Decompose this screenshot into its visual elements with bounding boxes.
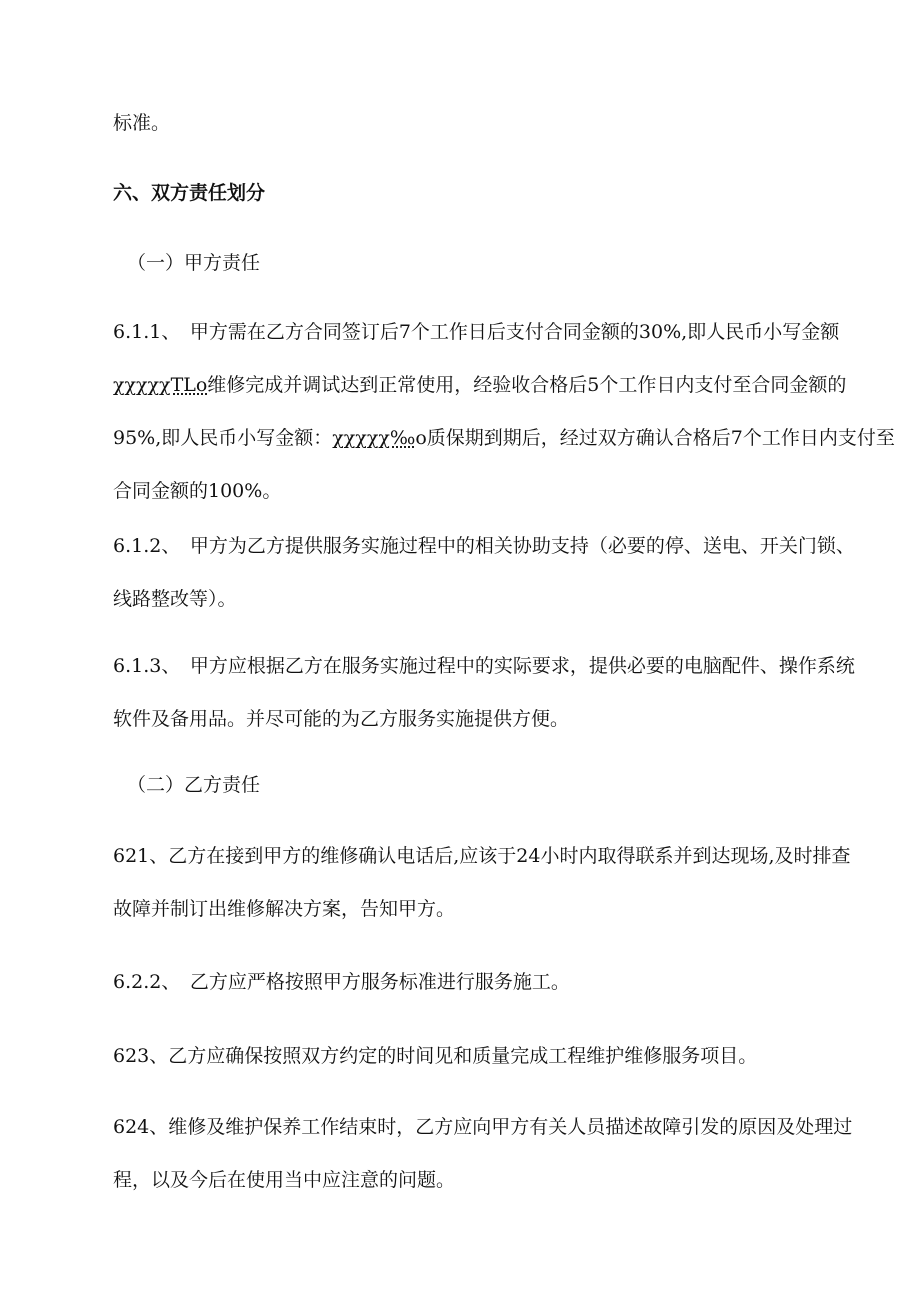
clause-6-2-4	[113, 1101, 888, 1207]
paragraph-line: 标准。	[113, 112, 171, 134]
clause-6-1-1	[113, 306, 895, 518]
clause-6-1-2	[113, 520, 888, 626]
clause-line-rest: 维修完成并调试达到正常使用，经验收合格后5个工作日内支付至合同金额的	[207, 374, 847, 396]
clause-line: 6.2.2、 乙方应严格按照甲方服务标准进行服务施工。	[113, 971, 570, 993]
clause-line: 623、乙方应确保按照双方约定的时间见和质量完成工程维护维修服务项目。	[113, 1045, 758, 1067]
clause-line: 故障并制订出维修解决方案，告知甲方。	[113, 898, 456, 920]
clause-6-2-3	[113, 1030, 888, 1083]
clause-line: 程，以及今后在使用当中应注意的问题。	[113, 1169, 456, 1191]
clause-line: 线路整改等）。	[113, 588, 237, 610]
amount-placeholder: χχχχχTLo	[113, 374, 208, 396]
clause-line: 621、乙方在接到甲方的维修确认电话后,应该于24小时内取得联系并到达现场,及时排查	[113, 845, 851, 867]
clause-line: 软件及备用品。并尽可能的为乙方服务实施提供方便。	[113, 708, 570, 730]
clause-line	[113, 359, 888, 412]
party-a-heading-text: （一）甲方责任	[127, 252, 261, 274]
clause-line: 6.1.2、 甲方为乙方提供服务实施过程中的相关协助支持（必要的停、送电、开关门锁、	[113, 535, 855, 557]
section-title	[113, 167, 888, 220]
party-b-heading	[127, 759, 902, 812]
clause-line	[113, 412, 895, 465]
clause-line-start: 95%,即人民币小写金额：	[113, 427, 333, 449]
clause-line: 合同金额的100%。	[113, 480, 282, 502]
amount-placeholder: χχχχχ‰	[332, 427, 416, 449]
top-fragment	[113, 97, 888, 150]
section-title-text: 六、双方责任划分	[113, 182, 266, 204]
clause-line: 6.1.3、 甲方应根据乙方在服务实施过程中的实际要求，提供必要的电脑配件、操作系统	[113, 655, 855, 677]
clause-6-2-1	[113, 830, 888, 936]
clause-line: 6.1.1、 甲方需在乙方合同签订后7个工作日后支付合同金额的30%,即人民币小写金额	[113, 321, 840, 343]
clause-line: 624、维修及维护保养工作结束时，乙方应向甲方有关人员描述故障引发的原因及处理过	[113, 1116, 853, 1138]
clause-6-1-3	[113, 640, 888, 746]
party-b-heading-text: （二）乙方责任	[127, 774, 261, 796]
clause-6-2-2	[113, 956, 888, 1009]
party-a-heading	[127, 237, 902, 290]
clause-line-rest: o质保期到期后，经过双方确认合格后7个工作日内支付至	[415, 427, 895, 449]
